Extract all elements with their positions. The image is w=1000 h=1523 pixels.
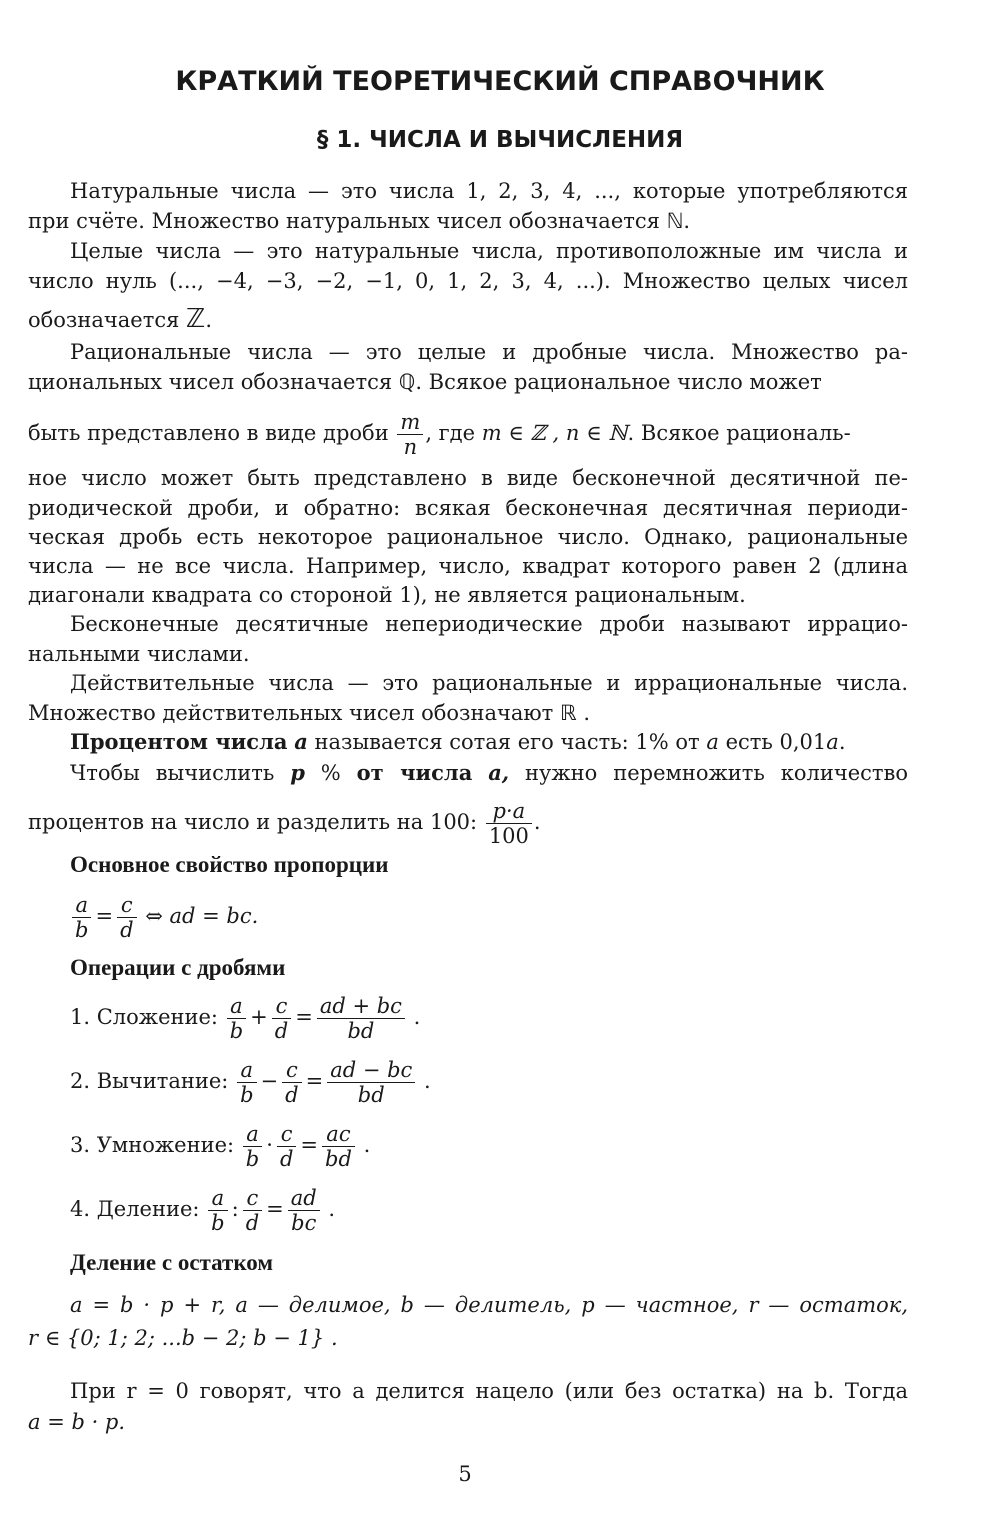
fraction-numerator: a <box>208 1186 227 1211</box>
natural-text: при счёте. Множество натуральных чисел обозначается <box>28 209 660 233</box>
equals-sign: = <box>295 1005 313 1029</box>
var-a-4: a, <box>488 760 510 785</box>
percent-from: от числа <box>356 760 473 785</box>
fraction-numerator: c <box>117 893 136 918</box>
fraction-numerator: m <box>397 410 423 435</box>
fraction-numerator: c <box>277 1122 296 1147</box>
fraction-numerator: ad + bc <box>317 994 405 1019</box>
rational-text-a: циональных чисел обозначается <box>28 370 393 394</box>
period: . <box>328 1197 336 1221</box>
fraction-denominator: d <box>120 918 134 942</box>
integers-line-3 <box>28 304 908 334</box>
real-line-2 <box>28 698 908 728</box>
fraction-difference <box>327 1058 415 1107</box>
var-a-2: a <box>706 730 719 754</box>
colon-sign: : <box>231 1197 239 1221</box>
fraction-denominator: bd <box>347 1019 375 1043</box>
percent-line-1 <box>70 727 908 757</box>
plus-sign: + <box>250 1005 268 1029</box>
percent-text-a: называется сотая его часть: 1% от <box>314 730 700 754</box>
percent-text-b: есть 0,01 <box>725 730 827 754</box>
fraction-c-d <box>117 893 136 942</box>
rational-set-symbol: ℚ <box>398 370 416 394</box>
fraction-denominator: bd <box>357 1083 385 1107</box>
fraction-c-d <box>277 1122 296 1171</box>
rational-text-c: быть представлено в виде дроби <box>28 421 389 445</box>
fraction-a-b <box>227 994 246 1043</box>
fraction-denominator: 100 <box>488 824 529 848</box>
rational-text-e: . Всякое рациональ- <box>627 421 851 445</box>
percent-text-d: нужно перемножить количество <box>525 761 908 785</box>
real-set-symbol: ℝ <box>560 701 577 725</box>
integers-text: обозначается <box>28 308 180 332</box>
operations-heading: Операции с дробями <box>70 955 286 980</box>
equals-sign: = <box>266 1197 284 1221</box>
fraction-numerator: p·a <box>486 799 532 824</box>
subtraction-formula <box>70 1050 431 1112</box>
percent-line-3 <box>28 792 908 852</box>
period: . <box>424 1069 431 1093</box>
fraction-denominator: d <box>245 1211 260 1235</box>
percent-text-e: процентов на число и разделить на 100: <box>28 810 478 834</box>
dot-sign: · <box>266 1133 273 1157</box>
division-line-3: При r = 0 говорят, что a делится нацело (или без остатка) на b. Тогда <box>70 1379 908 1403</box>
real-text: Множество действительных чисел обозначают <box>28 701 554 725</box>
equals-sign: = <box>95 904 114 928</box>
fraction-c-d <box>243 1186 262 1235</box>
irrational-line-2: нальными числами. <box>28 642 250 666</box>
fraction-sum <box>317 994 405 1043</box>
minus-sign: − <box>260 1069 279 1093</box>
equals-sign: = <box>305 1069 324 1093</box>
multiplication-label: 3. Умножение: <box>70 1133 235 1157</box>
fraction-a-b <box>208 1186 227 1235</box>
fraction-denominator: bd <box>325 1147 352 1171</box>
section-heading: § 1. ЧИСЛА И ВЫЧИСЛЕНИЯ <box>316 127 684 153</box>
rational-line-5: риодической дроби, и обратно: всякая бесконечная десятичная периоди- <box>28 496 908 520</box>
fraction-denominator: n <box>403 435 418 459</box>
fraction-numerator: ac <box>322 1122 355 1147</box>
integers-line-2: число нуль (..., −4, −3, −2, −1, 0, 1, 2, 3, 4, ...). Множество целых чисел <box>28 269 908 293</box>
fraction-denominator: d <box>285 1083 299 1107</box>
period: . <box>363 1133 371 1157</box>
m-in-z: m ∈ ℤ , <box>481 421 560 445</box>
fraction-numerator: a <box>227 994 246 1019</box>
fraction-product <box>322 1122 355 1171</box>
division-line-1: a = b · p + r, a — делимое, b — делитель, p — частное, r — остаток, <box>70 1293 908 1317</box>
subtraction-label: 2. Вычитание: <box>70 1069 229 1093</box>
fraction-c-d <box>272 994 291 1043</box>
rational-line-2 <box>28 367 908 397</box>
fraction-denominator: b <box>75 918 89 942</box>
fraction-denominator: b <box>229 1019 244 1043</box>
addition-label: 1. Сложение: <box>70 1005 219 1029</box>
natural-line-2 <box>28 206 908 236</box>
fraction-numerator: ad <box>288 1186 320 1211</box>
natural-end: . <box>683 209 691 233</box>
proportion-formula <box>70 885 258 947</box>
rational-line-4: ное число может быть представлено в виде бесконечной десятичной пе- <box>28 466 908 490</box>
proportion-heading: Основное свойство пропорции <box>70 852 389 877</box>
addition-formula <box>70 986 420 1048</box>
fraction-a-b <box>237 1058 256 1107</box>
rational-line-1: Рациональные числа — это целые и дробные числа. Множество ра- <box>70 340 908 364</box>
division-line-4: a = b · p. <box>28 1410 126 1434</box>
rational-line-3 <box>28 405 908 461</box>
fraction-denominator: d <box>274 1019 289 1043</box>
rational-line-8: диагонали квадрата со стороной 1), не является рациональным. <box>28 583 746 607</box>
rational-line-6: ческая дробь есть некоторое рациональное число. Однако, рациональные <box>28 525 908 549</box>
fraction-a-b <box>72 893 91 942</box>
integers-line-1: Целые числа — это натуральные числа, противоположные им числа и <box>70 239 908 263</box>
fraction-numerator: c <box>282 1058 301 1083</box>
rational-text-b: . Всякое рациональное число может <box>415 370 822 394</box>
natural-line-1: Натуральные числа — это числа 1, 2, 3, 4, ..., которые употребляются <box>70 179 908 203</box>
fraction-m-n <box>397 410 423 459</box>
fraction-denominator: bc <box>291 1211 317 1235</box>
n-in-n: n ∈ ℕ <box>565 421 628 445</box>
percent-text-c: Чтобы вычислить <box>70 761 275 785</box>
percent-term: Процентом числа <box>70 729 288 754</box>
fraction-denominator: d <box>279 1147 294 1171</box>
fraction-pa-100 <box>486 799 532 848</box>
fraction-c-d <box>282 1058 301 1107</box>
division-heading: Деление с остатком <box>70 1250 274 1275</box>
irrational-line-1: Бесконечные десятичные непериодические дроби называют иррацио- <box>70 612 908 636</box>
real-end: . <box>583 701 591 725</box>
integers-end: . <box>205 308 213 332</box>
fraction-a-b <box>243 1122 262 1171</box>
fraction-numerator: c <box>243 1186 262 1211</box>
real-line-1: Действительные числа — это рациональные и иррациональные числа. <box>70 671 908 695</box>
fraction-numerator: c <box>272 994 291 1019</box>
fraction-denominator: b <box>245 1147 260 1171</box>
fraction-denominator: b <box>211 1211 225 1235</box>
division-formula <box>70 1178 335 1240</box>
natural-set-symbol: ℕ <box>666 209 684 233</box>
proportion-result: ⇔ ad = bc. <box>145 904 259 928</box>
page-title: КРАТКИЙ ТЕОРЕТИЧЕСКИЙ СПРАВОЧНИК <box>175 66 825 97</box>
division-label: 4. Деление: <box>70 1197 200 1221</box>
percent-end: . <box>838 730 846 754</box>
percent-sign: % <box>320 761 341 785</box>
period: . <box>413 1005 421 1029</box>
var-a-3: a <box>826 730 839 754</box>
var-p: p <box>290 760 305 785</box>
var-a: a <box>294 729 308 754</box>
fraction-numerator: ad − bc <box>327 1058 415 1083</box>
fraction-quotient <box>288 1186 320 1235</box>
rational-text-d: , где <box>425 421 476 445</box>
percent-line-2 <box>70 758 908 788</box>
page-number: 5 <box>458 1462 472 1486</box>
fraction-numerator: a <box>72 893 91 918</box>
fraction-denominator: b <box>240 1083 254 1107</box>
division-line-2: r ∈ {0; 1; 2; ...b − 2; b − 1} . <box>28 1326 338 1350</box>
fraction-numerator: a <box>243 1122 262 1147</box>
integers-set-symbol: ℤ <box>186 304 206 334</box>
equals-sign: = <box>300 1133 318 1157</box>
percent-end-2: . <box>533 810 541 834</box>
multiplication-formula <box>70 1114 370 1176</box>
rational-line-7: числа — не все числа. Например, число, квадрат которого равен 2 (длина <box>28 554 908 578</box>
fraction-numerator: a <box>237 1058 256 1083</box>
